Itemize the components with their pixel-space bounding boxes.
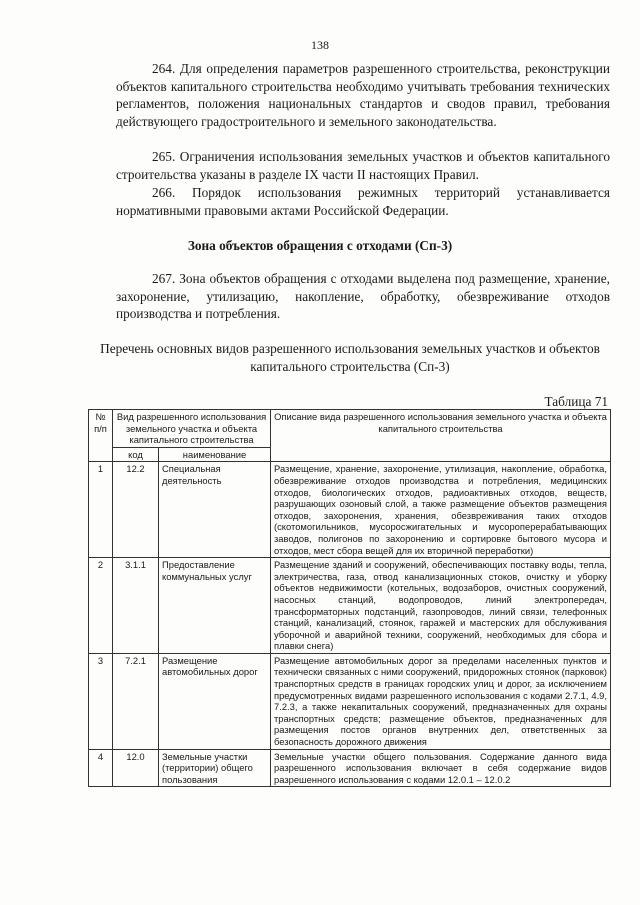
header-kind: Вид разрешенного использования земельного участка и объекта капитального строительства — [113, 410, 271, 448]
row-name: Предоставление коммунальных услуг — [159, 558, 271, 654]
row-description: Размещение зданий и сооружений, обеспечивающих поставку воды, тепла, электричества, газа, отвод канализационных стоков, очистку и уборку объектов недвижимости (котельных, водозаборов, очистных сооружений, насосных станций, водопроводов, линий электропередач, трансформаторных подстанций, газопроводов, линий связи, телефонных станций, канализаций, стоянок, гаражей и мастерских для обслуживания уборочной и аварийной техники, сооружений, необходимых для сбора и плавки снега) — [271, 558, 611, 654]
header-num: № п/п — [89, 410, 113, 462]
header-code: код — [113, 447, 159, 462]
table-header-row — [89, 410, 611, 448]
row-num: 1 — [89, 462, 113, 558]
row-description: Земельные участки общего пользования. Содержание данного вида разрешенного использования включает в себя содержание видов разрешенного использования с кодами 12.0.1 – 12.0.2 — [271, 749, 611, 787]
row-num: 2 — [89, 558, 113, 654]
row-code: 12.0 — [113, 749, 159, 787]
paragraph-265: 265. Ограничения использования земельных участков и объектов капитального строительства указаны в разделе IX части II настоящих Правил. — [116, 149, 610, 182]
row-description: Размещение автомобильных дорог за пределами населенных пунктов и технически связанных с ними сооружений, придорожных стоянок (парковок) транспортных средств в границах городских улиц и дорог, за исключением предусмотренных видами разрешенного использования с кодами 2.7.1, 4.9, 7.2.3, а также некапитальных сооружений, предназначенных для охраны транспортных средств; размещение объектов, предназначенных для размещения постов органов внутренних дел, ответственных за безопасность дорожного движения — [271, 653, 611, 749]
header-description: Описание вида разрешенного использования земельного участка и объекта капитального строительства — [271, 410, 611, 462]
paragraph-267: 267. Зона объектов обращения с отходами выделена под размещение, хранение, захоронение, утилизацию, накопление, обработку, обезвреживание отходов производства и потребления. — [116, 271, 610, 321]
row-code: 3.1.1 — [113, 558, 159, 654]
table-row — [89, 462, 611, 558]
row-description: Размещение, хранение, захоронение, утилизация, накопление, обработка, обезвреживание отходов производства и потребления, медицинских отходов, биологических отходов, радиоактивных отходов, веществ, разрушающих озоновый слой, а также размещение объектов размещения отходов, захоронения, хранения, обезвреживания таких отходов (скотомогильников, мусоросжигательных и мусороперерабатывающих заводов, полигонов по захоронению и сортировке бытового мусора и отходов, мест сбора вещей для их вторичной переработки) — [271, 462, 611, 558]
row-num: 3 — [89, 653, 113, 749]
row-name: Специальная деятельность — [159, 462, 271, 558]
page-number: 138 — [311, 38, 329, 52]
row-code: 7.2.1 — [113, 653, 159, 749]
table-label: Таблица 71 — [544, 394, 608, 409]
row-num: 4 — [89, 749, 113, 787]
uses-table — [88, 409, 611, 787]
paragraph-266: 266. Порядок использования режимных территорий устанавливается нормативными правовыми актами Российской Федерации. — [116, 185, 610, 218]
table-caption: Перечень основных видов разрешенного использования земельных участков и объектов капитального строительства (Сп-3) — [100, 341, 600, 374]
row-name: Размещение автомобильных дорог — [159, 653, 271, 749]
paragraph-264: 264. Для определения параметров разрешенного строительства, реконструкции объектов капитального строительства необходимо учитывать требования технических регламентов, положения национальных стандартов и сводов правил, требования действующего градостроительного и земельного законодательства. — [116, 61, 610, 129]
row-code: 12.2 — [113, 462, 159, 558]
table-row — [89, 558, 611, 654]
header-name: наименование — [159, 447, 271, 462]
row-name: Земельные участки (территории) общего пользования — [159, 749, 271, 787]
table-row — [89, 653, 611, 749]
section-heading: Зона объектов обращения с отходами (Сп-3) — [187, 238, 453, 253]
table-row — [89, 749, 611, 787]
